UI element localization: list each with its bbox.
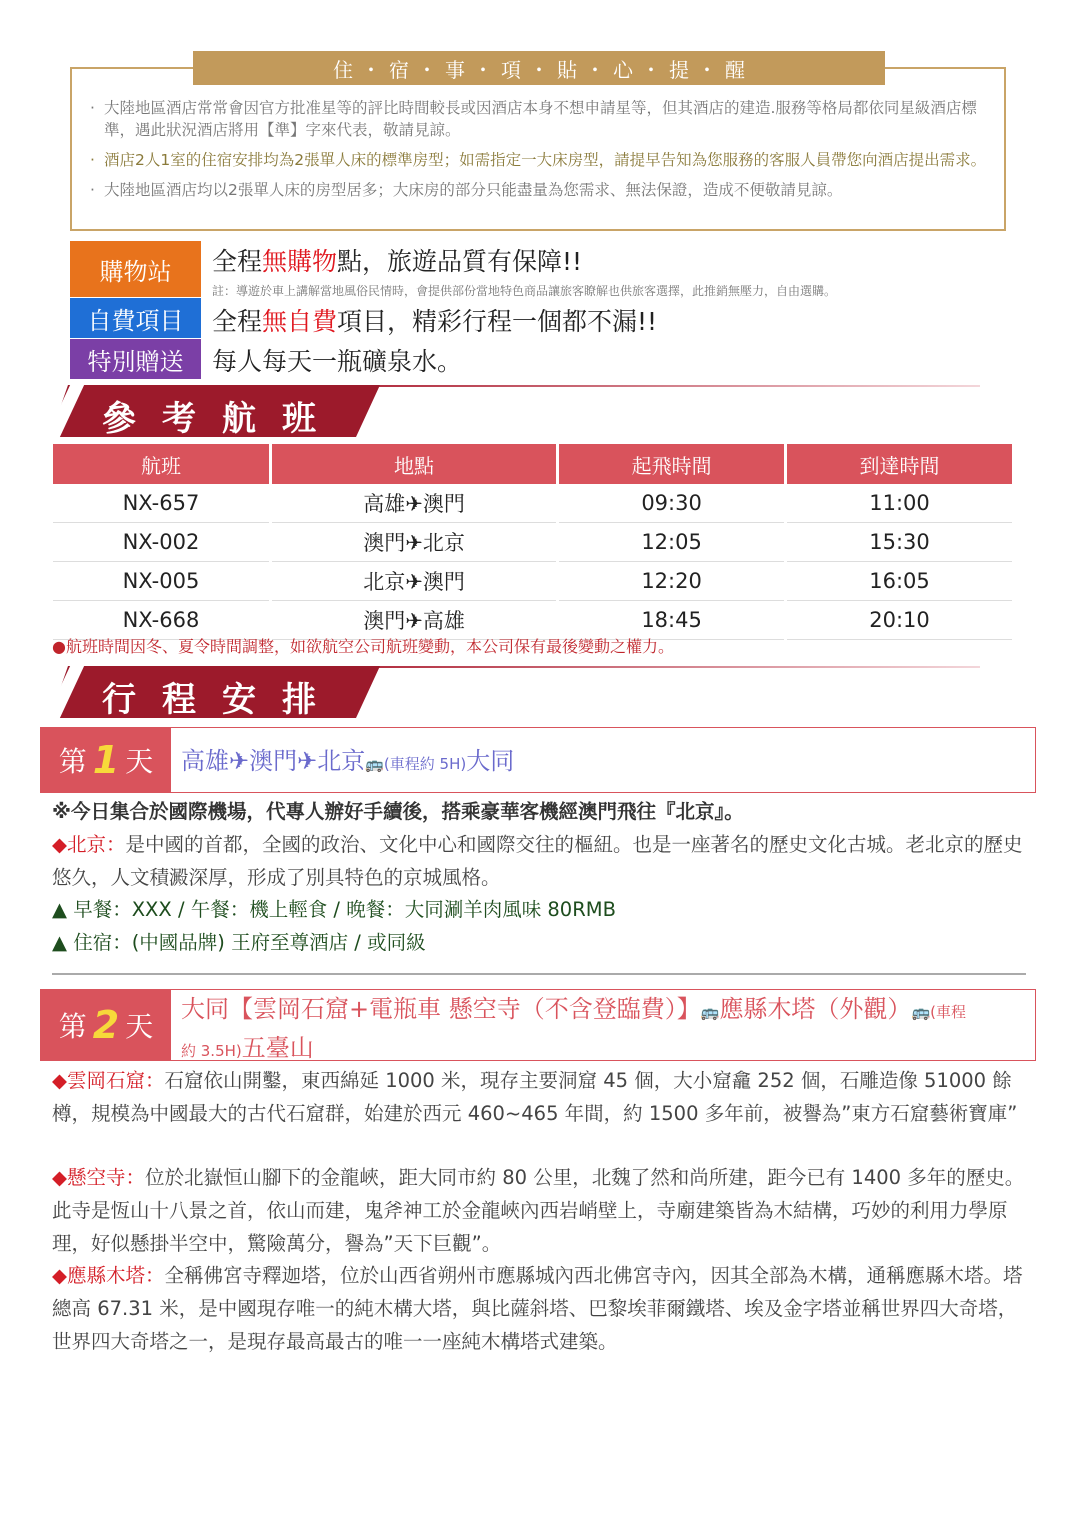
shopping-pre: 全程 — [212, 247, 263, 276]
notice-title-char: 心 — [613, 57, 633, 82]
day2-spot — [52, 1259, 1032, 1358]
day2-header — [40, 989, 1036, 1061]
flight-section-header — [50, 385, 980, 437]
route-text: 高雄✈澳門✈北京 — [181, 747, 366, 775]
tag-shopping: 購物站 — [70, 241, 201, 297]
drive-time: (車程 — [930, 1003, 966, 1021]
cell: NX-657 — [53, 484, 269, 523]
spot-text: 位於北嶽恒山腳下的金龍峽，距大同市約 80 公里，北魏了然和尚所建，距今已有 1400 多年的歷史。此寺是恆山十八景之首，依山而建，鬼斧神工於金龍峽內西岩峭壁上，寺廟建築皆為木結構，巧妙的利用力學原理，好似懸掛半空中，驚險萬分，譽為”天下巨觀”。 — [52, 1166, 1025, 1255]
spot-text: 石窟依山開鑿，東西綿延 1000 米，現存主要洞窟 45 個，大小窟龕 252 個，石雕造像 51000 餘樽，規模為中國最大的古代石窟群，始建於西元 460~465 年間，約 1500 多年前，被譽為”東方石窟藝術寶庫” — [52, 1069, 1018, 1125]
day-pre: 第 — [58, 745, 87, 778]
notice-title-char: 醒 — [725, 57, 745, 82]
tag-optional: 自費項目 — [70, 298, 201, 338]
day-pre: 第 — [58, 1010, 87, 1043]
day-post: 天 — [125, 1010, 154, 1043]
optional-highlight: 無自費 — [262, 307, 338, 336]
spot-name: ◆應縣木塔： — [52, 1264, 165, 1287]
flight-note: ●航班時間因冬、夏令時間調整，如欲航空公司航班變動，本公司保有最後變動之權力。 — [52, 637, 674, 656]
cell: 高雄✈澳門 — [272, 484, 556, 523]
day2-spot — [52, 1161, 1032, 1260]
spot-text: 是中國的首都，全國的政治、文化中心和國際交往的樞紐。也是一座著名的歷史文化古城。老北京的歷史悠久，人文積澱深厚，形成了別具特色的京城風格。 — [52, 833, 1023, 889]
notice-title-char: ・ — [641, 57, 661, 82]
day-number: 2 — [92, 1003, 120, 1047]
cell: 12:20 — [559, 562, 784, 601]
drive-time: 約 3.5H) — [181, 1042, 242, 1060]
route-text: 大同【雲岡石窟+電瓶車 懸空寺（不含登臨費）】 — [181, 995, 701, 1023]
destination: 五臺山 — [241, 1034, 314, 1062]
cell: 澳門✈高雄 — [272, 601, 556, 640]
day2-label — [41, 990, 171, 1060]
flights-table — [50, 444, 1015, 640]
col-header: 起飛時間 — [559, 444, 784, 484]
spot-name: ◆北京： — [52, 833, 126, 856]
notice-title-char: 提 — [669, 57, 689, 82]
section-line — [350, 666, 980, 668]
drive-time: (車程約 5H) — [383, 755, 467, 773]
notice-title-char: ・ — [529, 57, 549, 82]
table-row — [53, 523, 1012, 562]
spot-name: ◆懸空寺： — [52, 1166, 145, 1189]
optional-post: 項目，精彩行程一個都不漏!! — [337, 307, 658, 336]
table-header-row — [53, 444, 1012, 484]
spot-text: 全稱佛宮寺釋迦塔，位於山西省朔州市應縣城內西北佛宮寺內，因其全部為木構，通稱應縣木塔。塔總高 67.31 米，是中國現存唯一的純木構大塔，與比薩斜塔、巴黎埃菲爾鐵塔、埃及金字塔並稱世界四大奇塔，世界四大奇塔之一，是現存最高最古的唯一一座純木構塔式建築。 — [52, 1264, 1023, 1353]
notice-list — [88, 97, 988, 209]
cell: 澳門✈北京 — [272, 523, 556, 562]
notice-title-char: ・ — [697, 57, 717, 82]
notice-title-char: 宿 — [389, 57, 409, 82]
cell: NX-002 — [53, 523, 269, 562]
notice-item: · 大陸地區酒店均以2張單人床的房型居多；大床房的部分只能盡量為您需求、無法保證，造成不便敬請見諒。 — [88, 179, 988, 201]
day1-title — [181, 743, 514, 782]
destination: 大同 — [466, 747, 515, 775]
spot-name: ◆雲岡石窟： — [52, 1069, 165, 1092]
cell: NX-668 — [53, 601, 269, 640]
bus-icon: 🚌 — [911, 1003, 931, 1021]
cell: 18:45 — [559, 601, 784, 640]
notice-title-char: ・ — [585, 57, 605, 82]
col-header: 到達時間 — [787, 444, 1012, 484]
notice-item: · 酒店2人1室的住宿安排均為2張單人床的標準房型；如需指定一大床房型，請提早告知為您服務的客服人員帶您向酒店提出需求。 — [88, 149, 988, 171]
day-post: 天 — [125, 745, 154, 778]
gift-line: 每人每天一瓶礦泉水。 — [212, 347, 463, 376]
table-row — [53, 484, 1012, 523]
notice-title-char: 貼 — [557, 57, 577, 82]
day1-spot — [52, 828, 1032, 894]
bus-icon: 🚌 — [365, 755, 384, 773]
cell: 09:30 — [559, 484, 784, 523]
route-text: 應縣木塔（外觀） — [719, 995, 912, 1023]
shopping-post: 點，旅遊品質有保障!! — [337, 247, 583, 276]
col-header: 地點 — [272, 444, 556, 484]
day1-meals: ▲ 早餐：XXX / 午餐：機上輕食 / 晚餐：大同涮羊肉風味 80RMB — [52, 898, 616, 921]
notice-title-char: ・ — [417, 57, 437, 82]
cell: 北京✈澳門 — [272, 562, 556, 601]
col-header: 航班 — [53, 444, 269, 484]
shopping-note: 註：導遊於車上講解當地風俗民情時，會提供部份當地特色商品讓旅客瞭解也供旅客選擇，此推銷無壓力，自由選購。 — [212, 284, 837, 298]
notice-title-char: 住 — [333, 57, 353, 82]
cell: 15:30 — [787, 523, 1012, 562]
section-line — [350, 385, 980, 387]
optional-line — [212, 302, 657, 338]
section-title: 參考航班 — [102, 399, 342, 439]
cell: 16:05 — [787, 562, 1012, 601]
cell: 20:10 — [787, 601, 1012, 640]
cell: 11:00 — [787, 484, 1012, 523]
itinerary-section-header — [50, 666, 980, 718]
day2-title — [181, 991, 1031, 1069]
cell: 12:05 — [559, 523, 784, 562]
notice-box — [70, 67, 1006, 231]
notice-title — [193, 51, 885, 85]
notice-title-char: ・ — [361, 57, 381, 82]
cell: NX-005 — [53, 562, 269, 601]
day1-header — [40, 727, 1036, 793]
day-number: 1 — [92, 738, 120, 782]
divider — [52, 973, 1026, 975]
table-row — [53, 562, 1012, 601]
day1-hotel: ▲ 住宿：(中國品牌) 王府至尊酒店 / 或同級 — [52, 931, 426, 954]
day2-spot — [52, 1064, 1032, 1130]
bus-icon: 🚌 — [700, 1003, 720, 1021]
notice-title-char: 項 — [501, 57, 521, 82]
day1-label — [41, 728, 171, 792]
notice-item: · 大陸地區酒店常常會因官方批准星等的評比時間較長或因酒店本身不想申請星等，但其酒店的建造.服務等格局都依同星級酒店標準，遇此狀況酒店將用【準】字來代表，敬請見諒。 — [88, 97, 988, 141]
section-title: 行程安排 — [102, 680, 342, 720]
notice-title-char: ・ — [473, 57, 493, 82]
shopping-highlight: 無購物 — [262, 247, 338, 276]
tag-gift: 特別贈送 — [70, 339, 201, 379]
day1-intro: ※今日集合於國際機場，代專人辦好手續後，搭乘豪華客機經澳門飛往『北京』。 — [52, 800, 744, 823]
shopping-line — [212, 242, 582, 278]
notice-title-char: 事 — [445, 57, 465, 82]
optional-pre: 全程 — [212, 307, 263, 336]
